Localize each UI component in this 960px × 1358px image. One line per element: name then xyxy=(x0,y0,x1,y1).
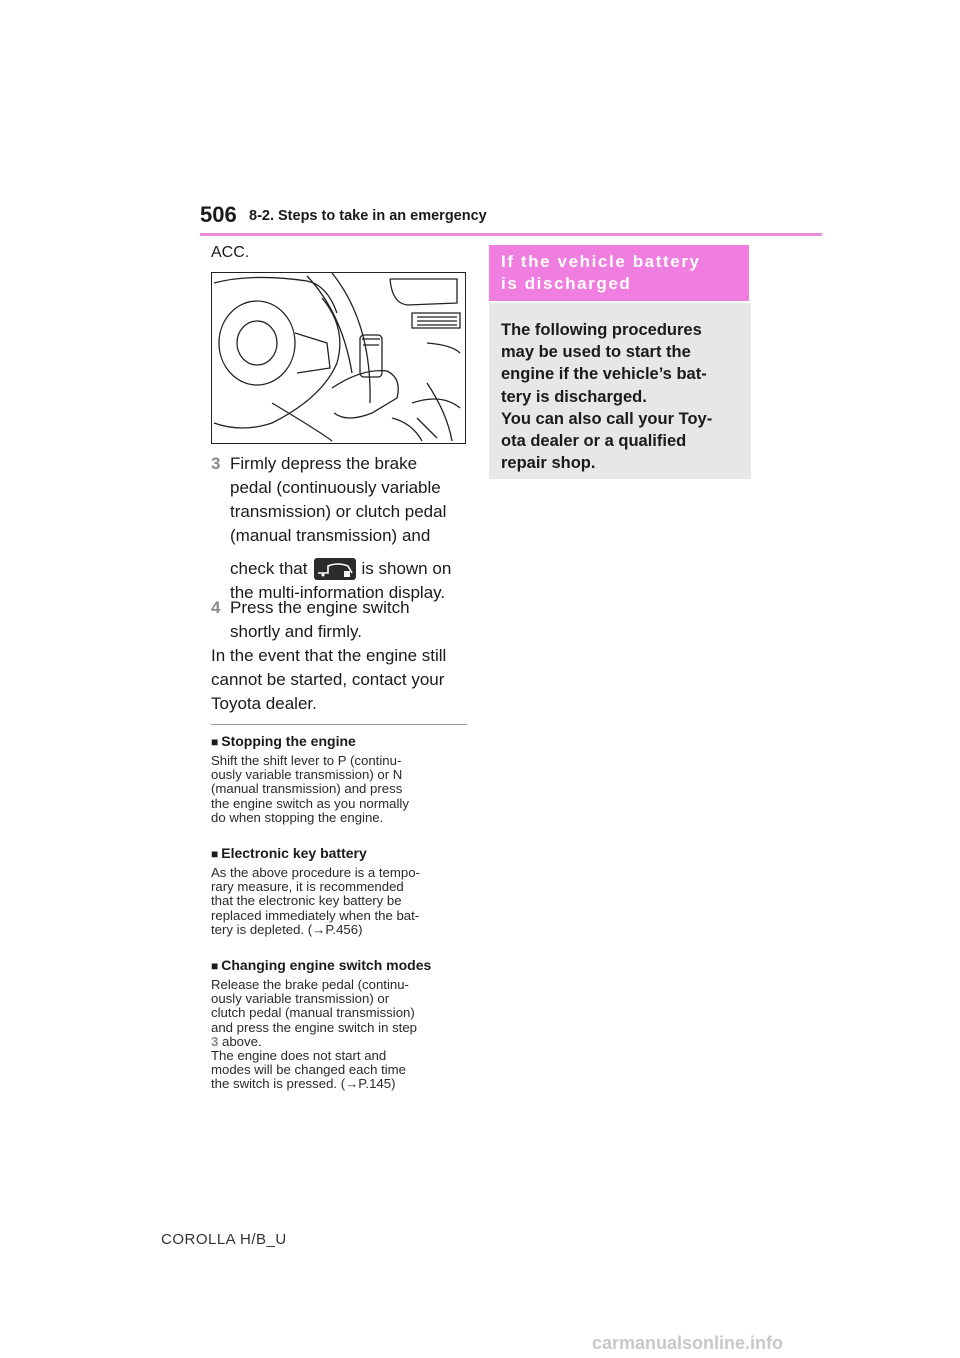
note-line: above. xyxy=(222,1033,262,1049)
intro-line: The following procedures xyxy=(501,321,702,339)
note-line: clutch pedal (manual transmission) xyxy=(211,1005,415,1021)
note-electronic-key-battery: ■ Electronic key battery As the above procedure is a tempo- rary measure, it is recommended that the electronic key battery be replaced immediately when the bat- tery is depleted. (→P.456) xyxy=(211,845,471,937)
step-line: the multi-information display. xyxy=(230,583,446,602)
acc-text: ACC. xyxy=(211,244,250,261)
step-line: Firmly depress the brake xyxy=(230,454,418,473)
note-line: rary measure, it is recommended xyxy=(211,879,404,895)
note-line: replaced immediately when the bat- xyxy=(211,907,420,923)
section-title: 8-2. Steps to take in an emergency xyxy=(249,208,487,224)
page-number: 506 xyxy=(200,202,237,227)
intro-line: tery is discharged. xyxy=(501,387,647,406)
steering-wheel-illustration xyxy=(211,272,466,444)
note-line: do when stopping the engine. xyxy=(211,809,384,825)
footer-model: COROLLA H/B_U xyxy=(161,1231,287,1248)
intro-line: ota dealer or a qualified xyxy=(501,432,687,451)
intro-line: may be used to start the xyxy=(501,343,691,362)
step-line: Press the engine switch xyxy=(230,598,410,617)
key-indicator-icon xyxy=(314,558,356,580)
step-line: is shown on xyxy=(361,559,452,578)
note-line: As the above procedure is a tempo- xyxy=(211,865,420,880)
intro-box xyxy=(489,303,751,479)
step-3 xyxy=(211,452,471,605)
note-line: Shift the shift lever to P (continu- xyxy=(211,753,402,768)
note-line: the engine switch as you normally xyxy=(211,795,409,811)
heading-line: If the vehicle battery xyxy=(501,252,701,271)
para-line: Toyota dealer. xyxy=(211,694,317,713)
heading-line: is discharged xyxy=(501,274,632,293)
note-changing-switch-modes: ■ Changing engine switch modes Release the brake pedal (continu- ously variable transmission) or clutch pedal (manual transmission) and press the engine switch in step 3 above. The engine does not start and modes will be changed each time the switch is pressed. (→P.145) xyxy=(211,957,471,1092)
note-line: that the electronic key battery be xyxy=(211,893,402,909)
note-line: (manual transmission) and press xyxy=(211,781,403,797)
note-line: modes will be changed each time xyxy=(211,1062,406,1078)
section-heading-box xyxy=(489,245,749,301)
intro-line: repair shop. xyxy=(501,454,596,473)
contact-dealer-paragraph xyxy=(211,644,471,716)
notes-divider xyxy=(211,724,467,725)
note-title: Changing engine switch modes xyxy=(221,957,432,973)
note-line: Release the brake pedal (continu- xyxy=(211,977,409,992)
para-line: In the event that the engine still xyxy=(211,646,447,665)
note-line: tery is depleted. (→P.456) xyxy=(211,921,363,937)
step-4 xyxy=(211,596,471,644)
step-line: (manual transmission) and xyxy=(230,526,431,545)
note-title: Stopping the engine xyxy=(221,733,356,749)
note-stopping-engine: ■ Stopping the engine Shift the shift lever to P (continu- ously variable transmission) or N (manual transmission) and press the engine switch as you normally do when stopping the engine. xyxy=(211,733,471,825)
note-line: the switch is pressed. (→P.145) xyxy=(211,1076,396,1092)
intro-line: engine if the vehicle’s bat- xyxy=(501,365,707,384)
note-line: ously variable transmission) or xyxy=(211,991,390,1007)
intro-line: You can also call your Toy- xyxy=(501,409,713,428)
step-number: 4 xyxy=(211,598,221,617)
step-line: shortly and firmly. xyxy=(230,622,362,641)
watermark: carmanualsonline.info xyxy=(592,1333,784,1353)
step-number: 3 xyxy=(211,454,221,473)
note-line: The engine does not start and xyxy=(211,1048,387,1064)
step-line: transmission) or clutch pedal xyxy=(230,502,447,521)
step-line: pedal (continuously variable xyxy=(230,478,441,497)
step-line-with-icon xyxy=(230,557,471,581)
para-line: cannot be started, contact your xyxy=(211,670,445,689)
note-line: and press the engine switch in step xyxy=(211,1019,417,1035)
header-divider xyxy=(200,233,822,236)
note-line: ously variable transmission) or N xyxy=(211,767,403,783)
step-reference: 3 xyxy=(211,1033,219,1049)
step-line: check that xyxy=(230,559,308,578)
note-title: Electronic key battery xyxy=(221,845,367,861)
